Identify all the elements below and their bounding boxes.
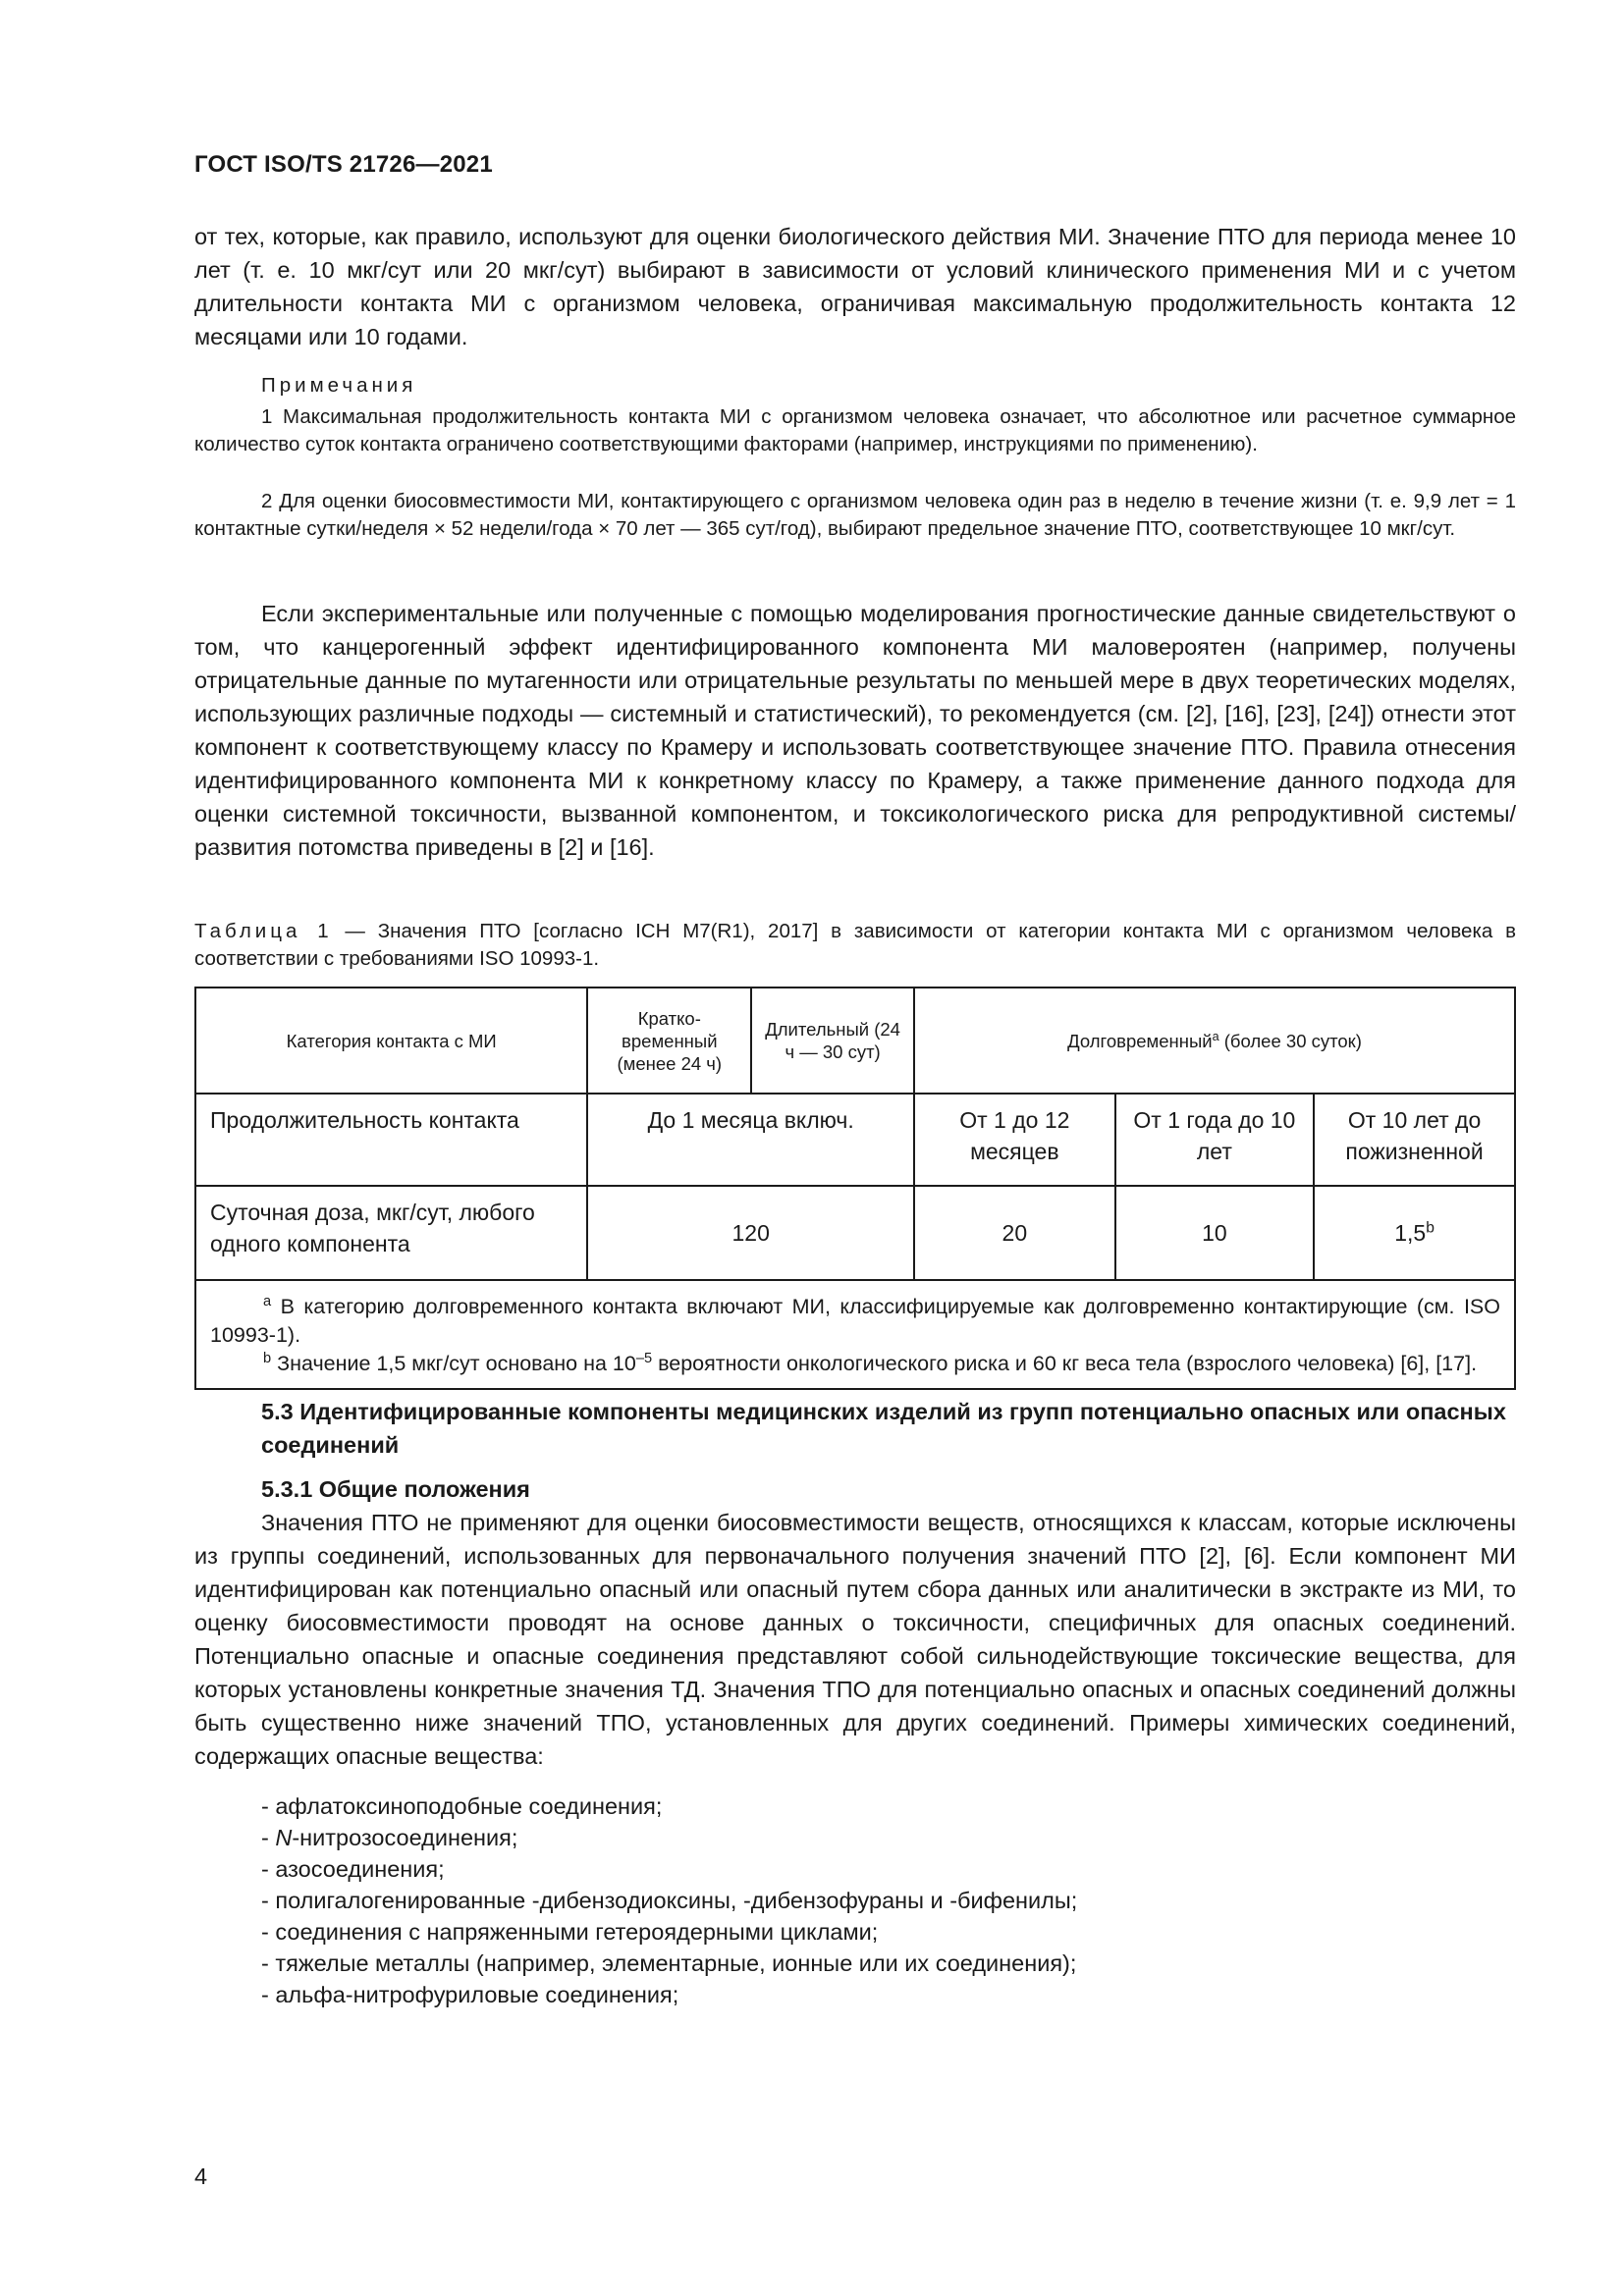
- list-item: [261, 1822, 1077, 1853]
- th-long-sup: a: [1212, 1029, 1219, 1043]
- row2-label: Суточная доза, мкг/сут, любого одного компонента: [195, 1186, 587, 1280]
- footnote-a-text: В категорию долговременного контакта включают МИ, классифицируемые как долговременно контактирующие (см. ISO 10993-1).: [210, 1295, 1500, 1347]
- th-long-prefix: Долговременный: [1067, 1030, 1213, 1051]
- note-2: 2 Для оценки биосовместимости МИ, контактирующего с организмом человека один раз в неделю в течение жизни (т. е. 9,9 лет = 1 контактные сутки/неделя × 52 недели/года × 70 лет — 365 сут/год), выбирают предельное значение ПТО, соответствующее 10 мкг/сут.: [194, 490, 1516, 540]
- row1-c2: От 1 до 12 месяцев: [914, 1094, 1115, 1186]
- row1-c3: От 1 года до 10 лет: [1115, 1094, 1314, 1186]
- list-item: - афлатоксиноподобные соединения;: [261, 1793, 663, 1819]
- row1-c4: От 10 лет до пожизненной: [1314, 1094, 1515, 1186]
- table-caption-label: Таблица 1: [194, 920, 333, 942]
- table-row-duration: [195, 1094, 1515, 1186]
- row1-c1: До 1 месяца включ.: [587, 1094, 914, 1186]
- list-item-italic: N: [275, 1825, 293, 1850]
- list-item: - тяжелые металлы (например, элементарные, ионные или их соединения);: [261, 1950, 1077, 1976]
- document-header: ГОСТ ISO/TS 21726—2021: [194, 151, 493, 178]
- row2-c1: 120: [587, 1186, 914, 1280]
- th-category: Категория контакта с МИ: [195, 988, 587, 1094]
- table-footnotes: [195, 1280, 1515, 1389]
- list-item: - альфа-нитрофуриловые соединения;: [261, 1982, 679, 2007]
- table-footnotes-row: [195, 1280, 1515, 1389]
- notes-title: Примечания: [261, 374, 417, 397]
- section-5-3-heading: 5.3 Идентифицированные компоненты медицинских изделий из групп потенциально опасных или опасных соединений: [261, 1399, 1506, 1458]
- list-item-rest: -нитрозосоединения;: [292, 1825, 518, 1850]
- section-5-3-1-heading: 5.3.1 Общие положения: [261, 1476, 530, 1502]
- paragraph-cramer: Если экспериментальные или полученные с помощью моделирования прогностические данные свидетельствуют о том, что канцерогенный эффект идентифицированного компонента МИ маловероятен (например, получены отрицательные данные по мутагенности или отрицательные результаты по меньшей мере в двух теоретических моделях, использующих различные подходы — системный и статистический), то рекомендуется (см. [2], [16], [23], [24]) отнести этот компонент к соответствующему классу по Крамеру и использовать соответствующее значение ПТО. Правила отнесения идентифицированного компонента МИ к конкретному классу по Крамеру, а также применение данного подхода для оценки системной токсичности, вызванной компонентом, и токсикологического риска для репродуктивной системы/развития потомства приведены в [2] и [16].: [194, 601, 1516, 860]
- footnote-a: [210, 1293, 1500, 1350]
- footnote-b-exponent: –5: [635, 1350, 653, 1366]
- row2-c4-sup: b: [1426, 1219, 1435, 1237]
- page-number: 4: [194, 2163, 208, 2189]
- list-item: - соединения с напряженными гетероядерными циклами;: [261, 1919, 879, 1945]
- row2-c2: 20: [914, 1186, 1115, 1280]
- row2-c3: 10: [1115, 1186, 1314, 1280]
- row2-c4-value: 1,5: [1394, 1220, 1427, 1246]
- th-long: [914, 988, 1515, 1094]
- paragraph-hazardous: Значения ПТО не применяют для оценки биосовместимости веществ, относящихся к классам, которые исключены из группы соединений, использованных для первоначального получения значений ПТО [2], [6]. Если компонент МИ идентифицирован как потенциально опасный или опасный путем сбора данных или аналитически в экстракте из МИ, то оценку биосовместимости проводят на основе данных о токсичности, специфичных для опасных соединений. Потенциально опасные и опасные соединения представляют собой сильнодействующие токсические вещества, для которых установлены конкретные значения ТД. Значения ТПО для потенциально опасных и опасных соединений должны быть существенно ниже значений ТПО, установленных для других соединений. Примеры химических соединений, содержащих опасные вещества:: [194, 1510, 1516, 1769]
- note-1: 1 Максимальная продолжительность контакта МИ с организмом человека означает, что абсолютное или расчетное суммарное количество суток контакта ограничено соответствующими факторами (например, инструкциями по применению).: [194, 405, 1516, 455]
- footnote-a-mark: a: [263, 1293, 272, 1309]
- list-item: - азосоединения;: [261, 1856, 445, 1882]
- list-item: - полигалогенированные -дибензодиоксины, -дибензофураны и -бифенилы;: [261, 1888, 1078, 1913]
- row2-c4: [1314, 1186, 1515, 1280]
- footnote-b-text2: вероятности онкологического риска и 60 кг веса тела (взрослого человека) [6], [17].: [652, 1352, 1478, 1375]
- row1-label: Продолжительность контакта: [195, 1094, 587, 1186]
- table-row-dose: [195, 1186, 1515, 1280]
- footnote-b-text1: Значение 1,5 мкг/сут основано на 10: [271, 1352, 636, 1375]
- table-caption: [194, 918, 1516, 973]
- table-header-row: [195, 988, 1515, 1094]
- footnote-b-mark: b: [263, 1350, 272, 1366]
- tto-table: [194, 987, 1516, 1390]
- list-item-prefix: -: [261, 1825, 276, 1850]
- th-short: Кратко-временный (менее 24 ч): [587, 988, 751, 1094]
- th-prolonged: Длительный (24 ч — 30 сут): [751, 988, 914, 1094]
- hazard-list: [261, 1790, 1077, 2010]
- th-long-suffix: (более 30 суток): [1218, 1030, 1362, 1051]
- footnote-b: [210, 1350, 1500, 1378]
- intro-paragraph: от тех, которые, как правило, используют для оценки биологического действия МИ. Значение ПТО для периода менее 10 лет (т. е. 10 мкг/сут или 20 мкг/сут) выбирают в зависимости от условий клинического применения МИ и с учетом длительности контакта МИ с организмом человека, ограничивая максимальную продолжительность контакта 12 месяцами или 10 годами.: [194, 224, 1516, 349]
- table-caption-text: — Значения ПТО [согласно ICH M7(R1), 2017] в зависимости от категории контакта МИ с организмом человека в соответствии с требованиями ISO 10993-1.: [194, 920, 1516, 970]
